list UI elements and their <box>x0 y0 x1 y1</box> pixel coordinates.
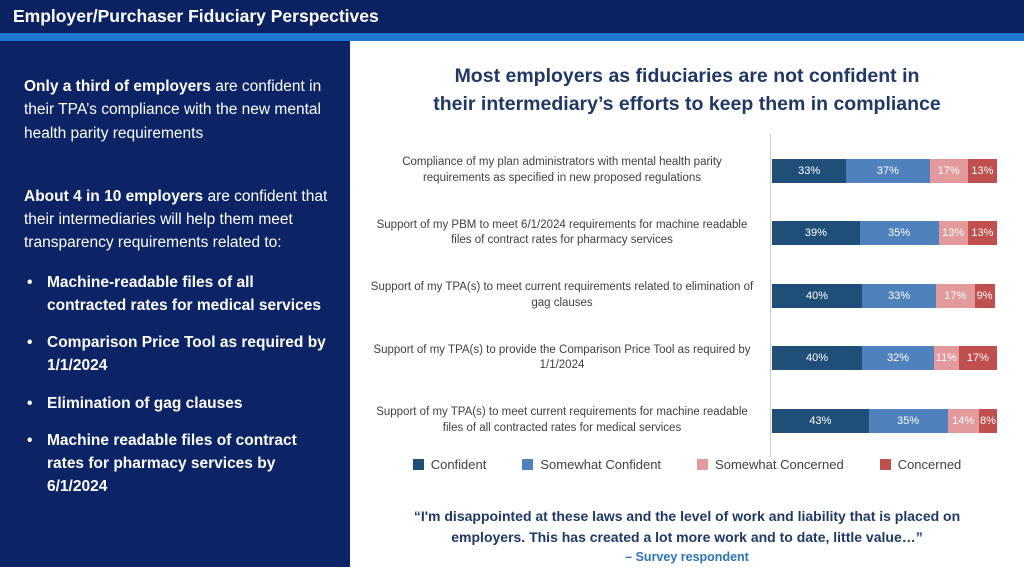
chart-row <box>350 139 1024 202</box>
bullet-item: • Elimination of gag clauses <box>24 392 328 415</box>
chart-row <box>350 264 1024 327</box>
bar-category-label: Support of my TPA(s) to meet current requirements for machine readable files of all contracted rates for medical services <box>376 406 748 434</box>
legend-swatch-concerned <box>880 459 891 470</box>
bar-category-label: Compliance of my plan administrators with mental health parity requirements as specified in new proposed regulations <box>402 156 722 184</box>
bar-segment-somewhat-confident: 35% <box>860 221 939 245</box>
bar-segment-confident: 33% <box>772 159 846 183</box>
bar-category-label: Support of my TPA(s) to meet current requirements related to elimination of gag clauses <box>370 281 754 309</box>
stacked-bar <box>772 284 997 308</box>
summary-paragraph-1 <box>24 75 328 145</box>
bar-segment-somewhat-concerned: 11% <box>934 346 959 370</box>
stacked-bar <box>772 409 997 433</box>
bar-segment-somewhat-concerned: 14% <box>948 409 980 433</box>
bar-segment-somewhat-confident: 32% <box>862 346 934 370</box>
summary-paragraph-2-rest: are confident that their intermediaries will help them meet transparency requirements related to: <box>24 187 328 252</box>
bar-segment-somewhat-concerned: 13% <box>939 221 968 245</box>
bar-segment-confident: 40% <box>772 346 862 370</box>
chart-axis-line <box>770 134 771 457</box>
slide-title: Employer/Purchaser Fiduciary Perspectives <box>13 6 379 26</box>
legend-label: Somewhat Concerned <box>715 456 844 472</box>
stacked-bar <box>772 221 997 245</box>
legend-label: Confident <box>430 456 487 472</box>
summary-paragraph-2-lead: About 4 in 10 employers <box>24 187 204 205</box>
slide-title-bar <box>0 0 1024 33</box>
bar-segment-concerned: 8% <box>979 409 997 433</box>
bar-segment-concerned: 9% <box>975 284 995 308</box>
bar-segment-confident: 43% <box>772 409 869 433</box>
bar-segment-somewhat-confident: 35% <box>869 409 948 433</box>
bar-segment-confident: 39% <box>772 221 860 245</box>
summary-paragraph-2 <box>24 185 328 255</box>
legend-swatch-confident <box>413 459 424 470</box>
bar-segment-concerned: 13% <box>968 221 997 245</box>
chart-row <box>350 389 1024 452</box>
chart-title <box>350 63 1024 118</box>
legend-swatch-somewhat-concerned <box>697 459 708 470</box>
accent-stripe <box>0 33 1024 41</box>
bar-segment-somewhat-confident: 33% <box>862 284 936 308</box>
legend-label: Concerned <box>897 456 962 472</box>
legend-item-somewhat-confident <box>522 457 661 472</box>
bar-segment-somewhat-confident: 37% <box>846 159 929 183</box>
stacked-bar-chart <box>350 139 1024 452</box>
chart-title-line-2: their intermediary’s efforts to keep them in compliance <box>433 92 941 115</box>
bar-segment-concerned: 13% <box>968 159 997 183</box>
bullet-item: • Machine readable files of contract rates for pharmacy services by 6/1/2024 <box>24 429 328 499</box>
summary-paragraph-1-lead: Only a third of employers <box>24 78 211 95</box>
chart-panel <box>350 63 1024 564</box>
bar-category-label: Support of my PBM to meet 6/1/2024 requirements for machine readable files of contract rates for pharmacy services <box>376 218 748 247</box>
bar-segment-concerned: 17% <box>959 346 997 370</box>
bar-segment-confident: 40% <box>772 284 862 308</box>
legend-swatch-somewhat-confident <box>522 459 533 470</box>
legend-item-somewhat-concerned <box>697 457 844 472</box>
bullet-item: • Machine-readable files of all contracted rates for medical services <box>24 271 328 318</box>
chart-row <box>350 327 1024 390</box>
left-summary-panel <box>0 41 350 567</box>
stacked-bar <box>772 346 997 370</box>
bar-segment-somewhat-concerned: 17% <box>930 159 968 183</box>
chart-title-line-1: Most employers as fiduciaries are not confident in <box>454 65 920 87</box>
summary-paragraph-1-rest: are confident in their TPA’s compliance with the new mental health parity requirements <box>24 78 322 142</box>
survey-quote-attribution: – Survey respondent <box>625 549 749 564</box>
legend-item-confident <box>413 457 487 472</box>
bar-segment-somewhat-concerned: 17% <box>936 284 974 308</box>
stacked-bar <box>772 159 997 183</box>
legend-item-concerned <box>880 457 962 472</box>
requirements-bullet-list <box>24 271 328 499</box>
chart-row <box>350 202 1024 265</box>
chart-legend <box>350 457 1024 472</box>
legend-label: Somewhat Confident <box>540 456 662 472</box>
bullet-item: • Comparison Price Tool as required by 1/1/2024 <box>24 331 328 378</box>
survey-quote: “I'm disappointed at these laws and the level of work and liability that is placed on employers. This has created a lot more work and to date, little value…” <box>413 507 961 545</box>
bar-category-label: Support of my TPA(s) to provide the Comparison Price Tool as required by 1/1/2024 <box>373 343 751 372</box>
